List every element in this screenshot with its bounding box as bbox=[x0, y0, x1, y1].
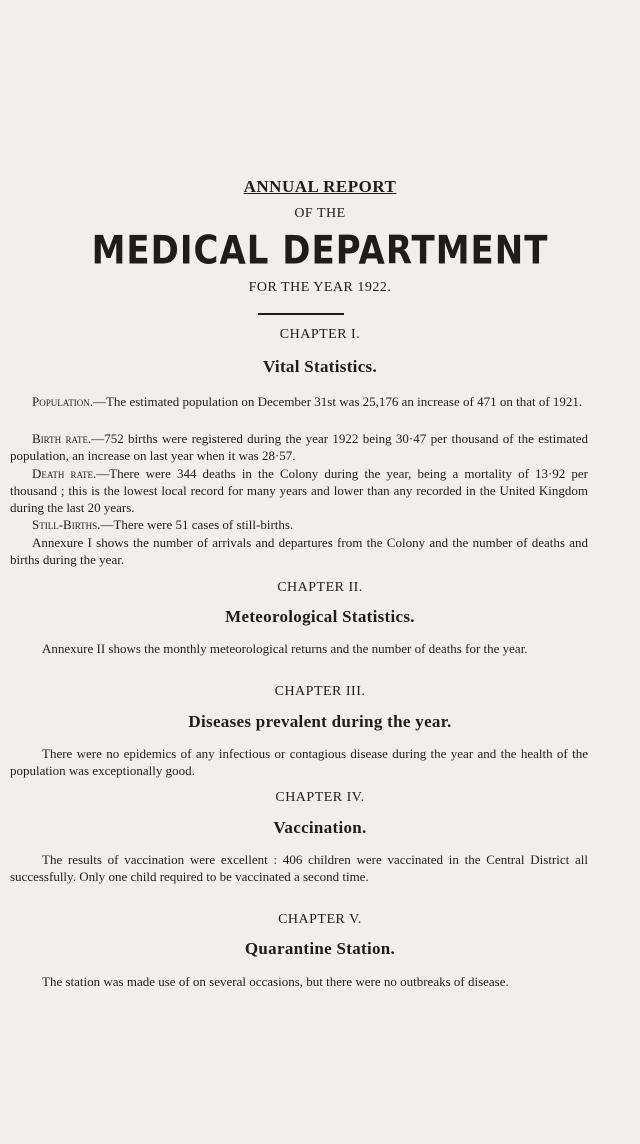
paragraph-lead: Birth rate. bbox=[32, 431, 92, 446]
paragraph-vaccination bbox=[10, 851, 588, 885]
chapter-5-title: Quarantine Station. bbox=[244, 939, 396, 958]
paragraph-text: Annexure II shows the monthly meteorological returns and the number of deaths for the year. bbox=[42, 641, 528, 656]
paragraph-text: There were no epidemics of any infectious or contagious disease during the year and the health of the population was exceptionally good. bbox=[10, 746, 588, 778]
paragraph-lead: Death rate. bbox=[32, 466, 97, 481]
paragraph-text: —The estimated population on December 31st was 25,176 an increase of 471 on that of 1921. bbox=[92, 394, 583, 409]
chapter-1-title: Vital Statistics. bbox=[262, 357, 377, 376]
paragraph-annexure-1 bbox=[10, 534, 588, 568]
paragraph-death-rate bbox=[10, 465, 588, 516]
chapter-4-title: Vaccination. bbox=[273, 818, 367, 837]
department-title: MEDICAL DEPARTMENT bbox=[91, 228, 549, 274]
chapter-3-title: Diseases prevalent during the year. bbox=[188, 712, 452, 731]
year-line: FOR THE YEAR 1922. bbox=[248, 280, 392, 295]
paragraph-lead: Still-Births. bbox=[32, 517, 101, 532]
paragraph-text: The station was made use of on several occasions, but there were no outbreaks of disease. bbox=[42, 974, 509, 989]
paragraph-quarantine bbox=[10, 973, 588, 990]
chapter-3-heading: CHAPTER III. bbox=[274, 684, 366, 699]
paragraph-still-births bbox=[10, 516, 588, 533]
paragraph-population bbox=[22, 393, 586, 410]
chapter-4-heading: CHAPTER IV. bbox=[275, 790, 365, 805]
paragraph-annexure-2 bbox=[10, 640, 588, 657]
chapter-5-heading: CHAPTER V. bbox=[278, 912, 362, 927]
chapter-2-heading: CHAPTER II. bbox=[277, 580, 363, 595]
paragraph-text: Annexure I shows the number of arrivals and departures from the Colony and the number of deaths and births during the year. bbox=[10, 535, 588, 567]
chapter-2-title: Meteorological Statistics. bbox=[225, 607, 415, 626]
paragraph-text: —There were 344 deaths in the Colony during the year, being a mortality of 13·92 per thousand ; this is the lowest local record for many years and lower than any recorded in the United Kingdom during the last 20 years. bbox=[10, 466, 588, 515]
annual-report-heading: ANNUAL REPORT bbox=[243, 177, 397, 196]
paragraph-text: —752 births were registered during the year 1922 being 30·47 per thousand of the estimated population, an increase on last year when it was 28·57. bbox=[10, 431, 588, 463]
title-divider bbox=[258, 313, 344, 315]
paragraph-lead: Population. bbox=[32, 394, 93, 409]
paragraph-birth-rate bbox=[10, 430, 588, 464]
paragraph-text: —There were 51 cases of still-births. bbox=[100, 517, 294, 532]
paragraph-diseases bbox=[10, 745, 588, 779]
paragraph-text: The results of vaccination were excellent : 406 children were vaccinated in the Central District all successfully. Only one child required to be vaccinated a second time. bbox=[10, 852, 588, 884]
of-the-line: OF THE bbox=[294, 206, 346, 221]
chapter-1-heading: CHAPTER I. bbox=[279, 327, 361, 342]
